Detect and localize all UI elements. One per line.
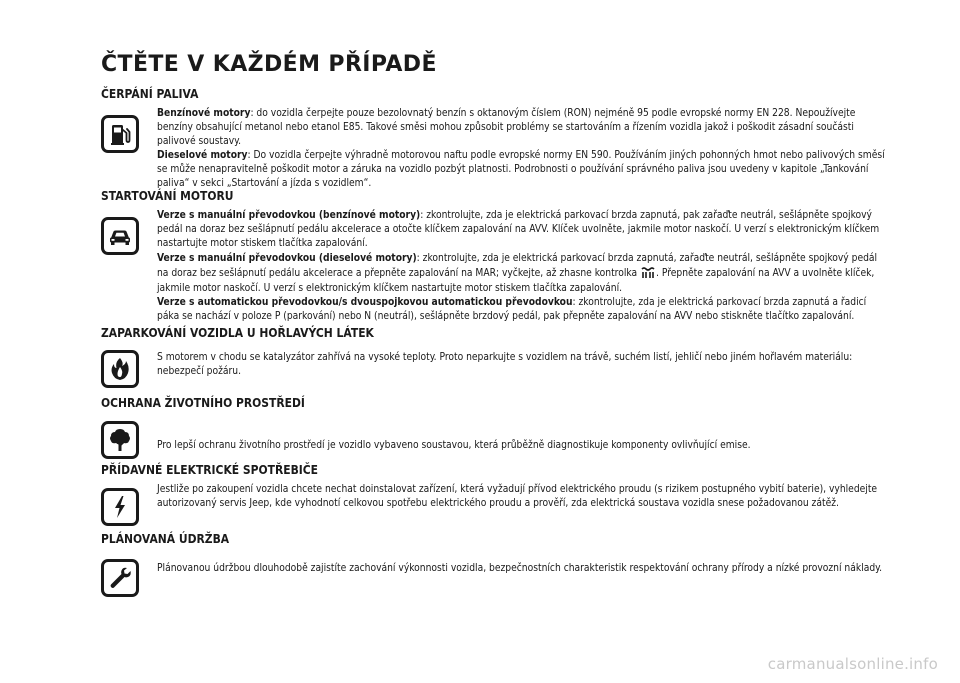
paragraph xyxy=(157,439,891,453)
section-refueling xyxy=(101,86,891,191)
paragraph-body: Plánovanou údržbou dlouhodobě zajistíte zachování výkonnosti vozidla, bezpečnostních charakteristik respektování ochrany přírody a nízké provozní náklady. xyxy=(157,563,883,574)
paragraph-body: Pro lepší ochranu životního prostředí je vozidlo vybaveno soustavou, která průběžně diagnostikuje komponenty ovlivňující emise. xyxy=(157,440,751,451)
paragraph-lead: Verze s manuální převodovkou (dieselové motory) xyxy=(157,253,417,264)
paragraph xyxy=(157,107,891,149)
watermark-text: carmanualsonline.info xyxy=(767,655,938,673)
tree-icon xyxy=(101,421,139,459)
section-heading: OCHRANA ŽIVOTNÍHO PROSTŘEDÍ xyxy=(101,395,305,410)
paragraph-body: S motorem v chodu se katalyzátor zahřívá na vysoké teploty. Proto neparkujte s vozidlem na trávě, suchém listí, jehličí nebo jiném hořlavém materiálu: nebezpečí požáru. xyxy=(157,352,853,377)
paragraph-body: : do vozidla čerpejte pouze bezolovnatý benzín s oktanovým číslem (RON) nejméně 95 podle evropské normy EN 228. Nepoužívejte benzíny obsahující metanol nebo etanol E85. Takové směsi mohou způsobit problémy se startováním a řízením vozidla jakož i poškodit zásadní součásti palivové soustavy. xyxy=(157,108,856,147)
section-heading: PŘÍDAVNÉ ELEKTRICKÉ SPOTŘEBIČE xyxy=(101,462,319,477)
section-text xyxy=(157,107,891,191)
section-electrical-devices xyxy=(101,462,891,511)
section-heading: ČERPÁNÍ PALIVA xyxy=(101,86,199,101)
section-text xyxy=(157,552,891,576)
paragraph xyxy=(157,296,891,324)
paragraph xyxy=(157,149,891,191)
paragraph xyxy=(157,562,891,576)
paragraph xyxy=(157,483,891,511)
paragraph-body: Jestliže po zakoupení vozidla chcete nechat doinstalovat zařízení, která vyžadují přívod elektrického proudu (s rizikem postupného vybití baterie), vyhledejte autorizovaný servis Jeep, kde vyhodnotí celkovou spotřebu elektrického proudu a prověří, zda elektrická soustava vozidla snese požadovanou zátěž. xyxy=(157,484,878,509)
section-text xyxy=(157,416,891,453)
page-title: ČTĚTE V KAŽDÉM PŘÍPADĚ xyxy=(101,52,437,77)
paragraph xyxy=(157,351,891,379)
paragraph-lead: Benzínové motory xyxy=(157,108,251,119)
fuel-pump-icon xyxy=(101,115,139,153)
section-heading: PLÁNOVANÁ ÚDRŽBA xyxy=(101,531,230,546)
car-icon xyxy=(101,217,139,255)
paragraph-body: : zkontrolujte, zda je elektrická parkovací brzda zapnutá a řadicí páka se nachází v poloze P (parkování) nebo N (neutrál), sešlápněte brzdový pedál, pak přepněte zapalování na AVV nebo stiskněte tlačítko zapalování. xyxy=(157,297,867,322)
section-heading: ZAPARKOVÁNÍ VOZIDLA U HOŘLAVÝCH LÁTEK xyxy=(101,325,374,340)
section-text xyxy=(157,483,891,511)
section-starting xyxy=(101,188,891,324)
fire-icon xyxy=(101,350,139,388)
paragraph-body-continued: . Přepněte zapalování na AVV a uvolněte klíček, jakmile motor naskočí. U verzí s elektronickým klíčkem nastartujte motor stiskem tlačítka zapalování. xyxy=(157,268,875,294)
paragraph-body: : Do vozidla čerpejte výhradně motorovou naftu podle evropské normy EN 590. Používáním jiných pohonných hmot nebo palivových směsí se může nenapravitelně poškodit motor a záruka na vozidlo pozbýt platnosti. Podrobnosti o používání správného paliva jsou uvedeny v kapitole „Tankování paliva“ v sekci „Startování a jízda s vozidlem“. xyxy=(157,150,885,189)
section-environment xyxy=(101,395,891,453)
lightning-icon xyxy=(101,488,139,526)
section-text xyxy=(157,346,891,379)
paragraph xyxy=(157,251,891,296)
paragraph-lead: Verze s automatickou převodovkou/s dvouspojkovou automatickou převodovkou xyxy=(157,297,573,308)
section-text xyxy=(157,209,891,324)
section-parking-flammables xyxy=(101,325,891,379)
paragraph-lead: Verze s manuální převodovkou (benzínové motory) xyxy=(157,210,421,221)
paragraph xyxy=(157,209,891,251)
paragraph-body: : zkontrolujte, zda je elektrická parkovací brzda zapnutá, pak zařaďte neutrál, sešlápněte spojkový pedál na doraz bez sešlápnutí pedálu akcelerace a otočte klíčkem zapalování na AVV. Klíček uvolněte, jakmile motor naskočí. U verzí s elektronickým klíčkem nastartujte motor stiskem tlačítka zapalování. xyxy=(157,210,880,249)
section-maintenance xyxy=(101,531,891,576)
section-heading: STARTOVÁNÍ MOTORU xyxy=(101,188,234,203)
paragraph-body: : zkontrolujte, zda je elektrická parkovací brzda zapnutá, zařaďte neutrál, sešlápněte spojkový pedál na doraz bez sešlápnutí pedálu akcelerace a přepněte zapalování na MAR; vyčkejte, až zhasne kontrolka xyxy=(157,253,878,279)
glow-plug-warning-icon xyxy=(640,266,656,279)
paragraph-lead: Dieselové motory xyxy=(157,150,248,161)
wrench-icon xyxy=(101,559,139,597)
